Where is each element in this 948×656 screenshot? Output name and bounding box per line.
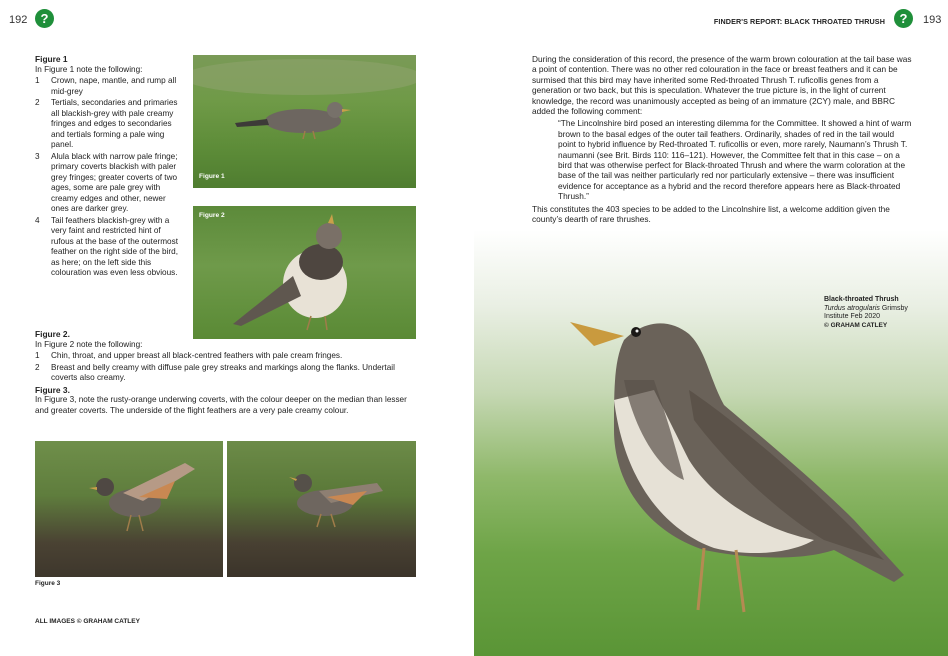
caption-place: Grimsby Institute Feb 2020	[824, 304, 908, 321]
photo-caption	[824, 296, 914, 330]
figure2-list	[35, 351, 418, 384]
paragraph: During the consideration of this record, the presence of the warm brown colouration at the tail base was a point of contention. There was no other red colouration in the face or breast feathers and it can be surmised that this bird may have inherited some Red-throated Thrush T. ruficollis genes from a generation or two back, but this is speculation. Whatever the true picture is, in the light of current knowledge, the record was unanimously accepted as being of an immature (2CY) male, and BBRC added the following comment:	[532, 54, 912, 117]
figure3-caption: Figure 3	[35, 580, 61, 587]
thrush-photo-icon	[35, 441, 223, 577]
list-item: 1 Crown, nape, mantle, and rump all mid-grey	[35, 76, 177, 96]
caption-credit: © GRAHAM CATLEY	[824, 321, 888, 329]
list-item: 2 Breast and belly creamy with diffuse pale grey streaks and markings along the flanks. Undertail coverts also creamy.	[35, 362, 395, 382]
thrush-photo-icon	[227, 441, 416, 577]
figure1-photo	[193, 55, 416, 188]
thrush-photo-icon	[193, 55, 416, 188]
bbrc-quote: “The Lincolnshire bird posed an interesting dilemma for the Committee. It showed a hint of warm brown to the basal edges of the outer tail feathers. Ordinarily, shades of red in the tail would point to hybrid influence by Red-throated T. ruficollis or even, more rarely, Naumann’s Thrush T. naumanni (see Brit. Birds 110: 116–121). However, the Committee felt that in this case – on a bird that was otherwise perfect for Black-throated Thrush and where the warm coloration at the base of the tail was neither particularly red nor particularly extensive – there was insufficient evidence for acceptance as a hybrid and the record therefore appears here as Black-throated Thrush.”	[558, 118, 912, 202]
running-head: FINDER'S REPORT: BLACK THROATED THRUSH	[713, 17, 885, 26]
page-number-right: 193	[923, 14, 942, 26]
figure1-heading: Figure 1	[35, 54, 68, 64]
figure1-intro: In Figure 1 note the following:	[35, 64, 143, 74]
figure3-text: In Figure 3, note the rusty-orange underwing coverts, with the colour deeper on the median than lesser and greater coverts. The underside of the flight feathers are a very pale creamy colour.	[35, 395, 407, 415]
list-item: 1 Chin, throat, and upper breast all black-centred feathers with pale cream fringes.	[35, 351, 343, 360]
right-page	[474, 0, 948, 656]
figure1-list	[35, 76, 178, 279]
image-credit: ALL IMAGES © GRAHAM CATLEY	[35, 618, 140, 625]
figure3-photo-b	[227, 441, 416, 577]
figure1-notes	[35, 54, 178, 280]
figure1-caption: Figure 1	[199, 173, 225, 180]
figure2-caption: Figure 2	[199, 212, 225, 219]
caption-species: Turdus atrogularis	[824, 304, 880, 312]
paragraph: This constitutes the 403 species to be added to the Lincolnshire list, a welcome addition given the county’s dearth of rare thrushes.	[532, 203, 890, 225]
caption-title: Black-throated Thrush	[824, 296, 899, 303]
magazine-logo-icon: ?	[894, 9, 913, 28]
main-thrush-photo	[474, 230, 948, 656]
list-item: 2 Tertials, secondaries and primaries all blackish-grey with pale creamy fringes and edges to secondaries and tertials forming a pale wing panel.	[35, 98, 178, 149]
list-item: 4 Tail feathers blackish-grey with a very faint and restricted hint of rufous at the base of the outermost feather on the right side of the bird, as here; on the left side this colouration was even less obvious.	[35, 215, 178, 277]
thrush-photo-icon	[193, 206, 416, 339]
figure3-photo-a	[35, 441, 223, 577]
figure2-photo	[193, 206, 416, 339]
figure2-3-notes	[35, 329, 418, 416]
thrush-photo-icon	[474, 230, 948, 656]
article-text	[532, 54, 914, 225]
figure3-heading: Figure 3.	[35, 384, 70, 395]
figure2-intro: In Figure 2 note the following:	[35, 339, 143, 349]
page-number-left: 192	[9, 14, 28, 26]
magazine-logo-icon: ?	[35, 9, 54, 28]
figure2-heading: Figure 2.	[35, 329, 70, 339]
list-item: 3 Alula black with narrow pale fringe; primary coverts blackish with paler grey fringes; greater coverts of two ages, some are pale grey with creamy edges and other, newer ones are darker grey.	[35, 151, 178, 213]
